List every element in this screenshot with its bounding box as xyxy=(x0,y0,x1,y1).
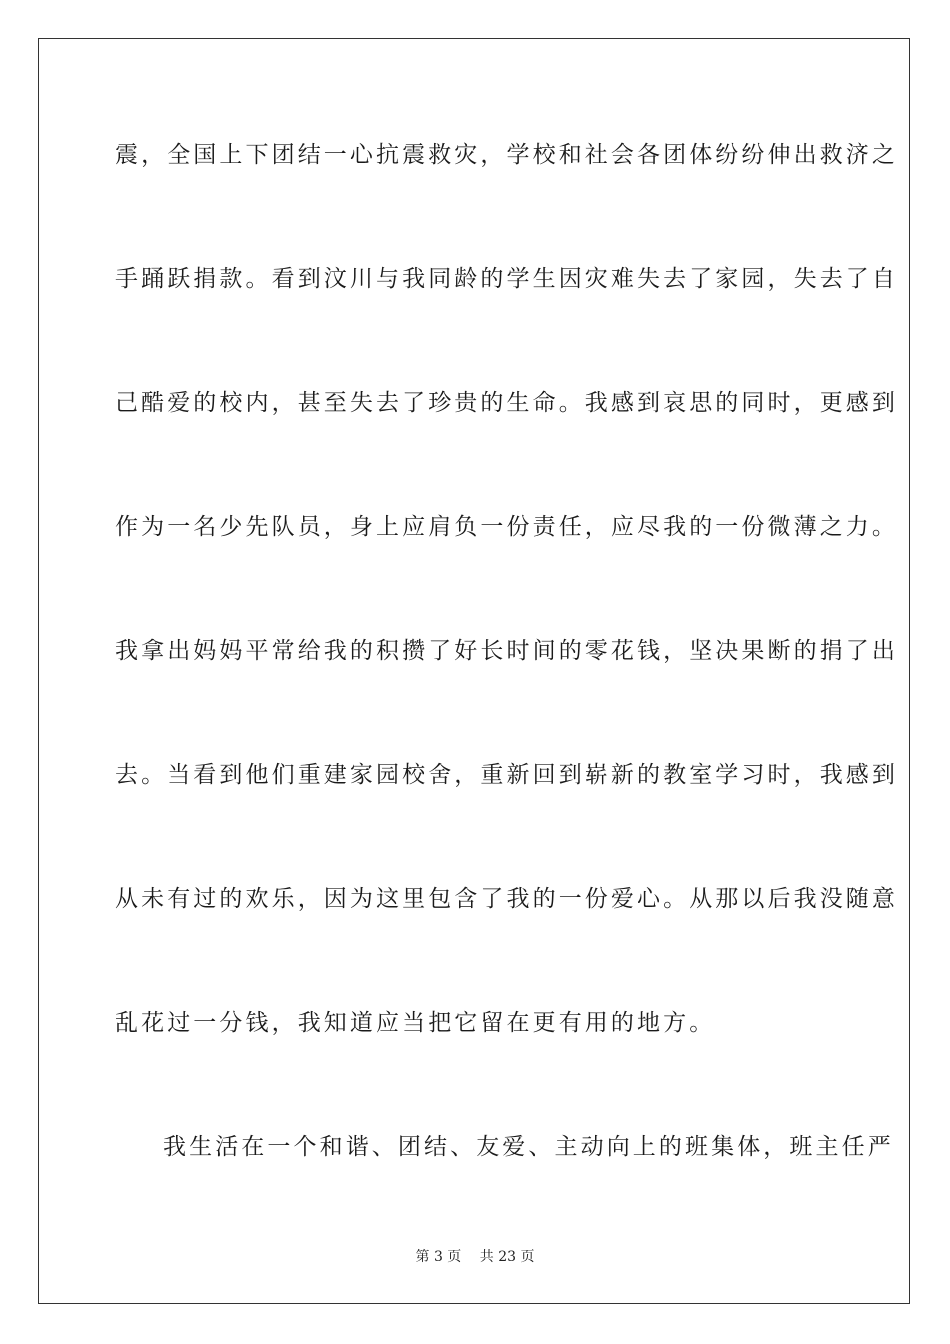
text-line: 震，全国上下团结一心抗震救灾，学校和社会各团体纷纷伸出救济之 xyxy=(115,142,898,168)
document-body xyxy=(115,130,898,1246)
text-line: 己酷爱的校内，甚至失去了珍贵的生命。我感到哀思的同时，更感到 xyxy=(115,390,898,416)
page-footer xyxy=(0,1246,950,1266)
text-line: 我拿出妈妈平常给我的积攒了好长时间的零花钱，坚决果断的捐了出 xyxy=(115,638,898,664)
paragraph-start-line: 我生活在一个和谐、团结、友爱、主动向上的班集体，班主任严 xyxy=(163,1134,894,1160)
text-line: 手踊跃捐款。看到汶川与我同龄的学生因灾难失去了家园，失去了自 xyxy=(115,266,898,292)
page-number: 第 3 页 xyxy=(415,1249,462,1265)
text-line: 乱花过一分钱，我知道应当把它留在更有用的地方。 xyxy=(115,1010,716,1036)
text-line: 从未有过的欢乐，因为这里包含了我的一份爱心。从那以后我没随意 xyxy=(115,886,898,912)
text-line: 作为一名少先队员，身上应肩负一份责任，应尽我的一份微薄之力。 xyxy=(115,514,898,540)
page-total: 共 23 页 xyxy=(479,1249,535,1265)
text-line: 去。当看到他们重建家园校舍，重新回到崭新的教室学习时，我感到 xyxy=(115,762,898,788)
